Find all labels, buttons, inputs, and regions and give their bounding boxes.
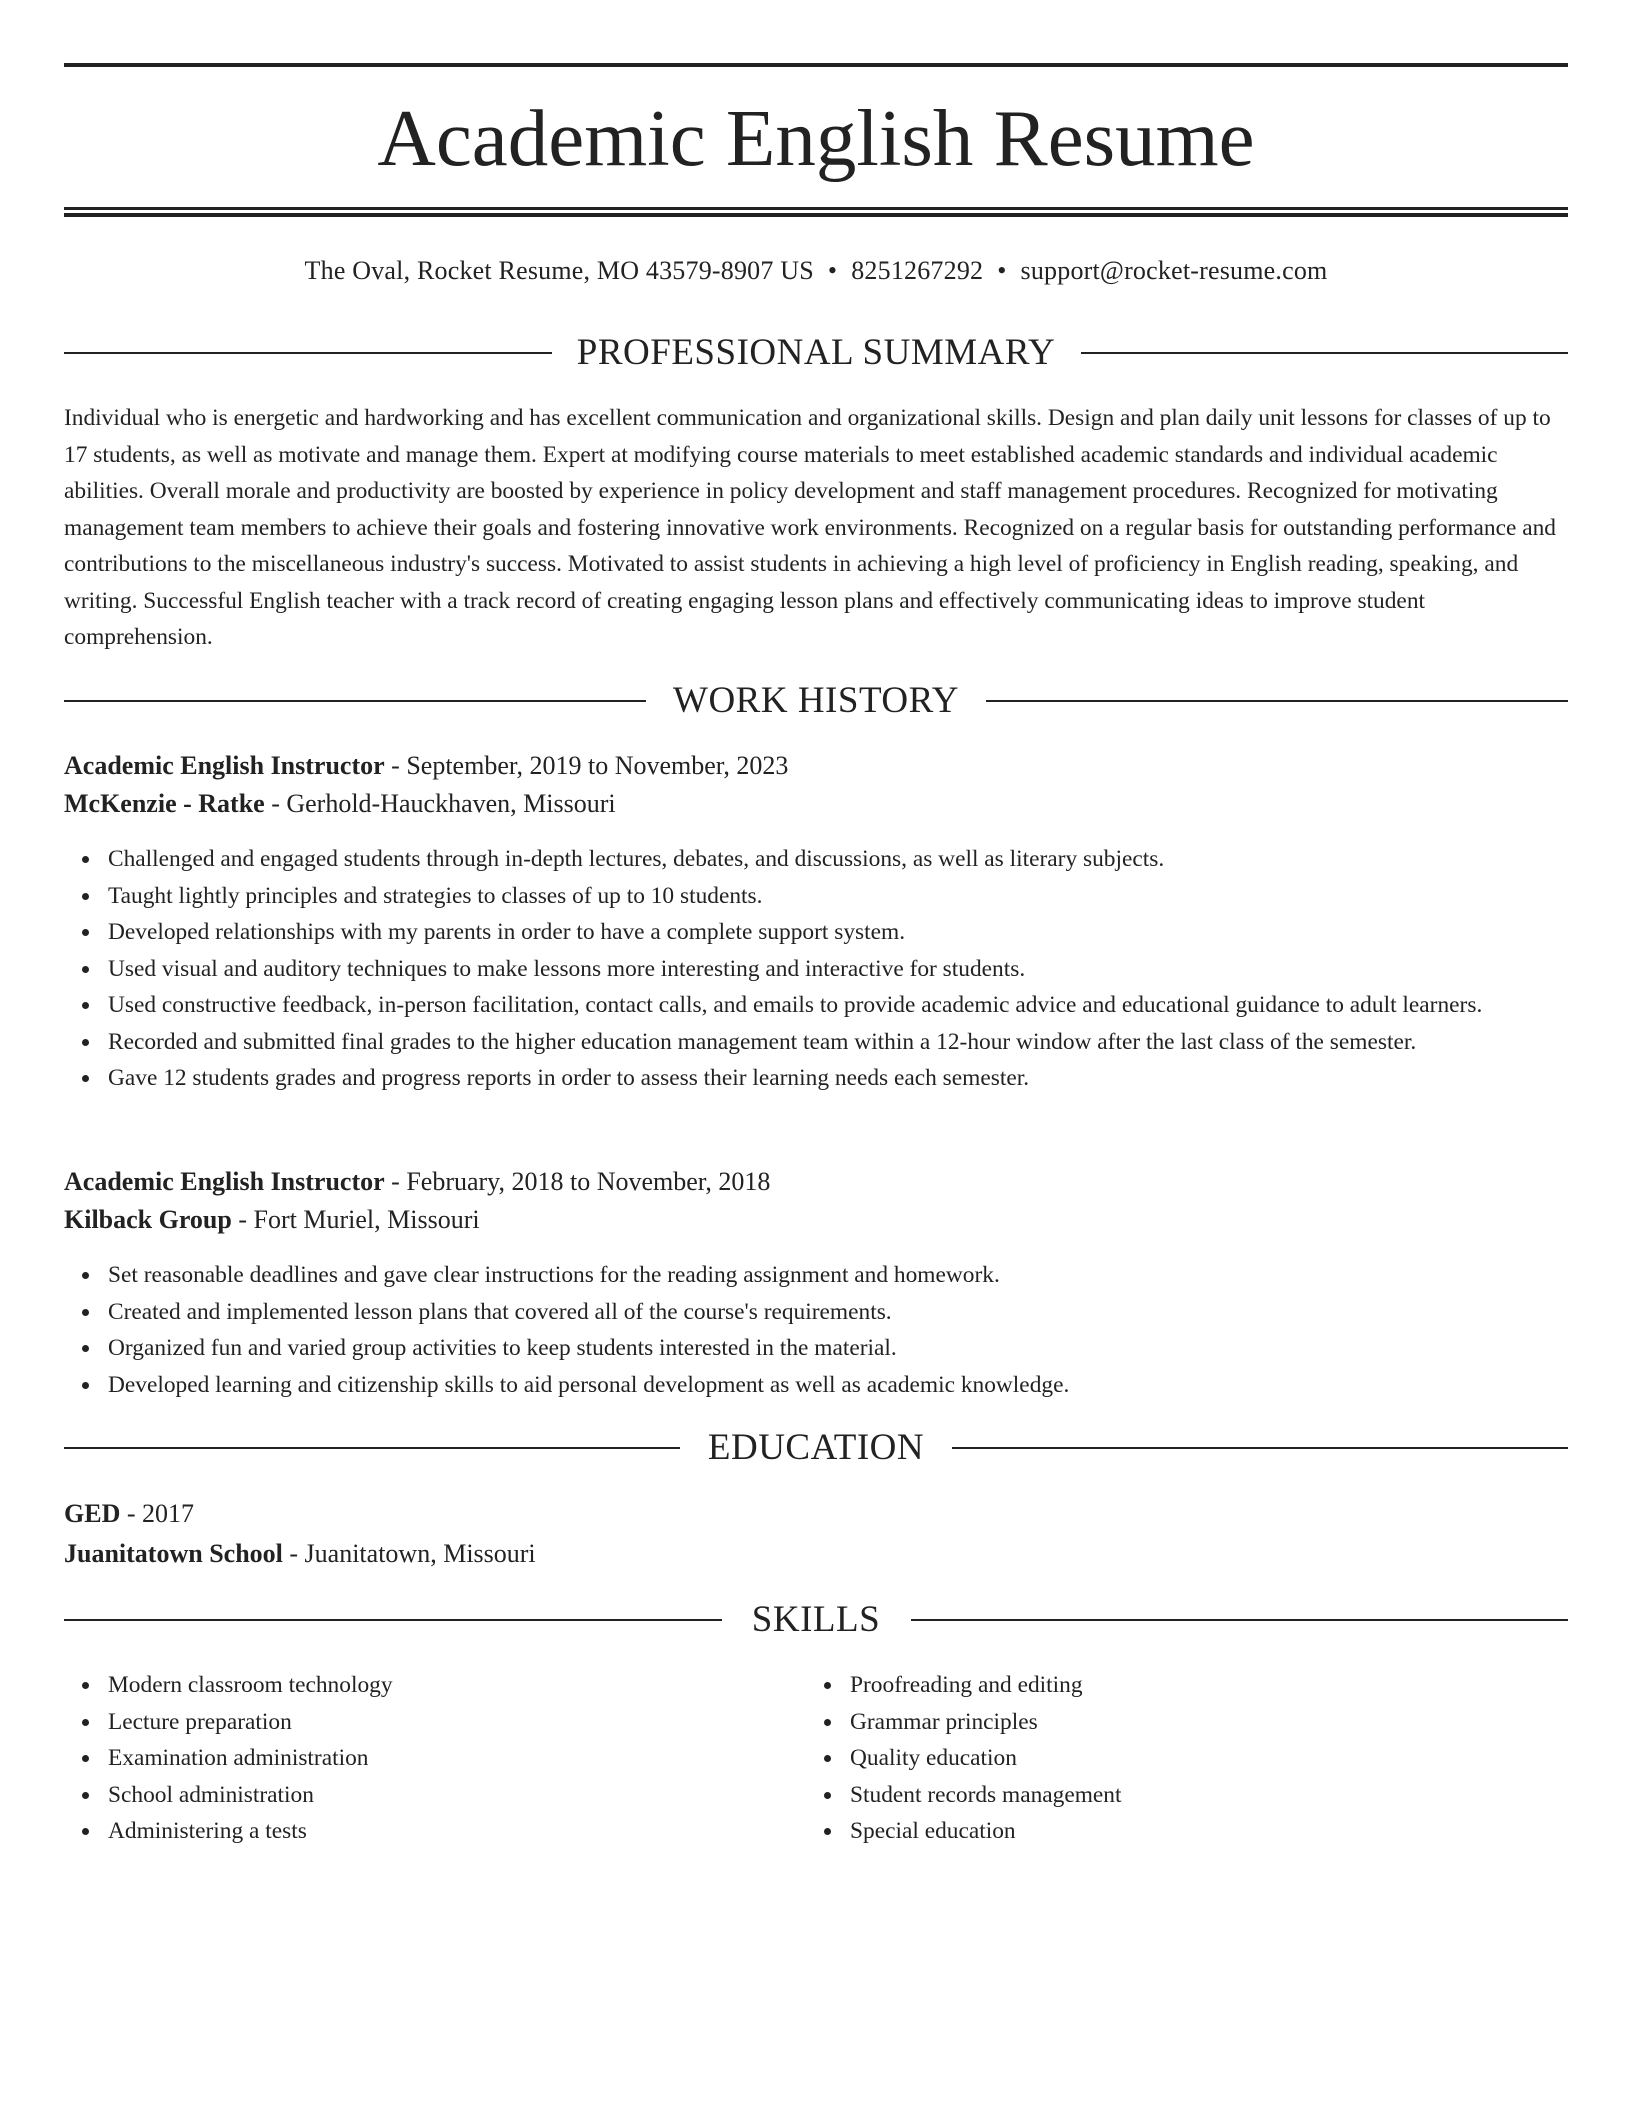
job-location: - Gerhold-Hauckhaven, Missouri — [264, 789, 616, 818]
job-bullet: Created and implemented lesson plans that covered all of the course's requirements. — [108, 1294, 1568, 1331]
job-company-line — [64, 1202, 480, 1238]
education-school-line — [64, 1536, 536, 1572]
skill-item: Quality education — [850, 1740, 1506, 1777]
section-heading-summary — [64, 331, 1568, 375]
job-bullet: Developed relationships with my parents in order to have a complete support system. — [108, 914, 1568, 951]
job-bullet: Recorded and submitted final grades to the higher education management team within a 12-hour window after the last class of the semester. — [108, 1024, 1568, 1061]
resume-title: Academic English Resume — [377, 93, 1255, 183]
section-title: SKILLS — [751, 1599, 881, 1640]
education-school: Juanitatown School — [64, 1539, 283, 1568]
skill-item: Lecture preparation — [108, 1704, 764, 1741]
section-heading-work — [64, 679, 1568, 723]
section-title: WORK HISTORY — [673, 680, 959, 721]
job-title-line — [64, 1164, 770, 1200]
heading-rule-right — [911, 1619, 1568, 1621]
contact-email: support@rocket-resume.com — [1020, 256, 1328, 285]
contact-line — [64, 253, 1568, 289]
skill-item: Modern classroom technology — [108, 1667, 764, 1704]
skills-list-right — [806, 1667, 1506, 1850]
contact-phone: 8251267292 — [851, 256, 984, 285]
heading-rule-right — [952, 1447, 1568, 1449]
job-dates: - February, 2018 to November, 2018 — [384, 1167, 771, 1196]
education-degree: GED — [64, 1499, 121, 1528]
job-title: Academic English Instructor — [64, 751, 385, 780]
job-bullet: Taught lightly principles and strategies to classes of up to 10 students. — [108, 878, 1568, 915]
job-company: Kilback Group — [64, 1205, 232, 1234]
job-title-line — [64, 748, 788, 784]
job-bullet: Organized fun and varied group activities to keep students interested in the material. — [108, 1330, 1568, 1367]
section-heading-skills — [64, 1598, 1568, 1642]
education-degree-line — [64, 1496, 194, 1532]
job-bullet: Used constructive feedback, in-person facilitation, contact calls, and emails to provide academic advice and educational guidance to adult learners. — [108, 987, 1568, 1024]
heading-rule-right — [986, 700, 1568, 702]
job-bullet: Gave 12 students grades and progress reports in order to assess their learning needs each semester. — [108, 1060, 1568, 1097]
job-company-line — [64, 786, 616, 822]
skill-item: Examination administration — [108, 1740, 764, 1777]
job-bullet: Set reasonable deadlines and gave clear instructions for the reading assignment and homework. — [108, 1257, 1568, 1294]
skill-item: Proofreading and editing — [850, 1667, 1506, 1704]
job-location: - Fort Muriel, Missouri — [231, 1205, 480, 1234]
job-bullet: Developed learning and citizenship skills to aid personal development as well as academic knowledge. — [108, 1367, 1568, 1404]
contact-separator: • — [827, 256, 838, 285]
education-location: - Juanitatown, Missouri — [282, 1539, 536, 1568]
section-heading-education — [64, 1426, 1568, 1470]
top-rule — [64, 63, 1568, 67]
job-dates: - September, 2019 to November, 2023 — [384, 751, 789, 780]
section-title: PROFESSIONAL SUMMARY — [576, 332, 1056, 373]
skill-item: Grammar principles — [850, 1704, 1506, 1741]
job-bullets — [64, 841, 1568, 1097]
summary-text: Individual who is energetic and hardworking and has excellent communication and organizational skills. Design and plan daily unit lessons for classes of up to 17 students, as well as motivate and manage them. Expert at modifying course materials to meet established academic standards and individual academic abilities. Overall morale and productivity are boosted by experience in policy development and staff management procedures. Recognized for motivating management team members to achieve their goals and fostering innovative work environments. Recognized on a regular basis for outstanding performance and contributions to the miscellaneous industry's success. Motivated to assist students in achieving a high level of proficiency in English reading, speaking, and writing. Successful English teacher with a track record of creating engaging lesson plans and effectively communicating ideas to improve student comprehension. — [64, 405, 1556, 650]
job-company: McKenzie - Ratke — [64, 789, 265, 818]
skill-item: Student records management — [850, 1777, 1506, 1814]
education-year: - 2017 — [120, 1499, 195, 1528]
skills-list-left — [64, 1667, 764, 1850]
contact-separator: • — [997, 256, 1007, 285]
section-title: EDUCATION — [707, 1427, 925, 1468]
job-bullet: Used visual and auditory techniques to make lessons more interesting and interactive for students. — [108, 951, 1568, 988]
heading-rule-right — [1081, 352, 1568, 354]
job-title: Academic English Instructor — [64, 1167, 385, 1196]
skill-item: Special education — [850, 1813, 1506, 1850]
title-double-rule — [64, 207, 1568, 217]
job-bullet: Challenged and engaged students through in-depth lectures, debates, and discussions, as well as literary subjects. — [108, 841, 1568, 878]
job-bullets — [64, 1257, 1568, 1403]
skill-item: School administration — [108, 1777, 764, 1814]
contact-address: The Oval, Rocket Resume, MO 43579-8907 US — [304, 256, 814, 285]
skill-item: Administering a tests — [108, 1813, 764, 1850]
